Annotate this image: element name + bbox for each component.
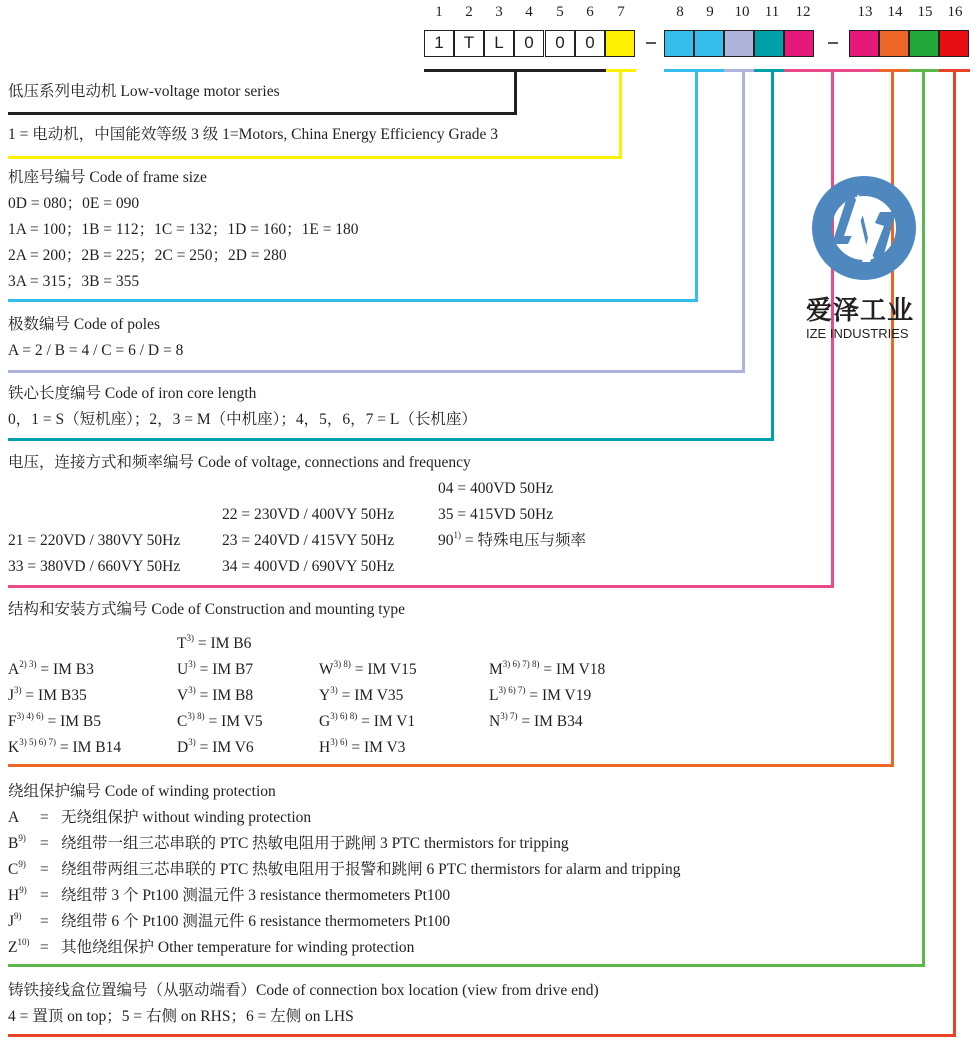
- frame-line: 2A = 200；2B = 225；2C = 250；2D = 280: [8, 247, 287, 264]
- code-box-4: 0: [514, 30, 544, 57]
- code-box-9: [694, 30, 724, 57]
- code-box-15: [909, 30, 939, 57]
- position-number: 5: [556, 4, 564, 20]
- voltage-item: 23 = 240VD / 415VY 50Hz: [222, 532, 395, 549]
- position-number: 15: [917, 4, 933, 20]
- logo-name-en: IZE INDUSTRIES: [806, 326, 909, 341]
- section-motor-title: 1 = 电动机，中国能效等级 3 级 1=Motors, China Energy Efficiency Grade 3: [8, 126, 499, 143]
- code-box-8: [664, 30, 694, 57]
- mounting-item: $M^{3) 6) 7) 8)}$ = IM V18: [489, 659, 606, 678]
- connector-series-v: [514, 69, 517, 115]
- bar-frame: [664, 69, 724, 72]
- winding-text: 绕组带 3 个 Pt100 测温元件 3 resistance thermometers Pt100: [61, 887, 451, 904]
- separator-dash: [828, 42, 838, 44]
- code-box-1: 1: [424, 30, 454, 57]
- logo-mark-icon: [810, 174, 918, 282]
- mounting-item: $D^{3)}$ = IM V6: [177, 737, 254, 756]
- connector-mounting-h: [8, 764, 894, 767]
- section-core-title: 铁心长度编号 Code of iron core length: [8, 385, 257, 402]
- winding-code: $J^{9)}$: [8, 911, 22, 930]
- position-number: 11: [764, 4, 780, 20]
- position-number: 2: [465, 4, 473, 20]
- position-number: 13: [857, 4, 873, 20]
- section-series-title: 低压系列电动机 Low-voltage motor series: [8, 83, 280, 100]
- box-location-line: 4 = 置顶 on top；5 = 右侧 on RHS；6 = 左侧 on LHS: [8, 1008, 354, 1025]
- frame-line: 3A = 315；3B = 355: [8, 273, 140, 290]
- winding-equals: =: [40, 809, 49, 826]
- connector-series-h: [8, 112, 517, 115]
- connector-frame-v: [695, 69, 698, 302]
- bar-core: [754, 69, 784, 72]
- voltage-item-special: $90^{1)}$ = 特殊电压与频率: [438, 530, 586, 549]
- winding-text: 绕组带两组三芯串联的 PTC 热敏电阻用于报警和跳闸 6 PTC thermistors for alarm and tripping: [61, 861, 681, 878]
- section-frame-title: 机座号编号 Code of frame size: [8, 169, 207, 186]
- mounting-item: $H^{3) 6)}$ = IM V3: [319, 737, 406, 756]
- winding-code: $H^{9)}$: [8, 885, 27, 904]
- connector-box-location-v: [953, 69, 956, 1037]
- logo-name-cn: 爱泽工业: [806, 296, 915, 326]
- connector-poles-v: [742, 69, 745, 372]
- position-number: 1: [435, 4, 443, 20]
- section-voltage-title: 电压，连接方式和频率编号 Code of voltage, connections and frequency: [8, 454, 471, 471]
- winding-code: $B^{9)}$: [8, 833, 26, 852]
- code-box-16: [939, 30, 969, 57]
- connector-frame-h: [8, 299, 698, 302]
- position-number: 10: [734, 4, 750, 20]
- winding-text: 其他绕组保护 Other temperature for winding protection: [61, 939, 415, 956]
- connector-motor-v: [619, 69, 622, 159]
- voltage-item: 34 = 400VD / 690VY 50Hz: [222, 558, 395, 575]
- position-number: 12: [795, 4, 811, 20]
- voltage-item: 35 = 415VD 50Hz: [438, 506, 554, 523]
- winding-code: A: [8, 809, 20, 826]
- voltage-item: 21 = 220VD / 380VY 50Hz: [8, 532, 181, 549]
- connector-box-location-h: [8, 1034, 956, 1037]
- mounting-item: $N^{3) 7)}$ = IM B34: [489, 711, 583, 730]
- code-box-5: 0: [545, 30, 575, 57]
- bar-poles: [724, 69, 754, 72]
- winding-text: 绕组带一组三芯串联的 PTC 热敏电阻用于跳闸 3 PTC thermistors for tripping: [61, 835, 569, 852]
- mounting-item: $V^{3)}$ = IM B8: [177, 685, 254, 704]
- winding-code: $Z^{10)}$: [8, 937, 30, 956]
- position-number: 4: [525, 4, 533, 20]
- voltage-item: 04 = 400VD 50Hz: [438, 480, 554, 497]
- position-number: 16: [947, 4, 963, 20]
- separator-dash: [646, 42, 656, 44]
- code-box-13: [849, 30, 879, 57]
- section-winding-title: 绕组保护编号 Code of winding protection: [8, 783, 276, 800]
- mounting-item: $A^{2) 3)}$ = IM B3: [8, 659, 94, 678]
- connector-poles-h: [8, 370, 745, 373]
- section-mounting-title: 结构和安装方式编号 Code of Construction and mounting type: [8, 601, 405, 618]
- code-box-14: [879, 30, 909, 57]
- winding-text: 绕组带 6 个 Pt100 测温元件 6 resistance thermometers Pt100: [61, 913, 451, 930]
- code-box-6: 0: [575, 30, 605, 57]
- code-box-3: L: [484, 30, 514, 57]
- winding-equals: =: [40, 887, 49, 904]
- winding-equals: =: [40, 835, 49, 852]
- voltage-item: 22 = 230VD / 400VY 50Hz: [222, 506, 395, 523]
- connector-winding-v: [922, 69, 925, 967]
- mounting-item: $L^{3) 6) 7)}$ = IM V19: [489, 685, 592, 704]
- winding-equals: =: [40, 939, 49, 956]
- section-box-location-title: 铸铁接线盒位置编号（从驱动端看）Code of connection box location (view from drive end): [8, 982, 599, 999]
- position-number: 6: [586, 4, 594, 20]
- position-number: 7: [617, 4, 625, 20]
- mounting-item: $F^{3) 4) 6)}$ = IM B5: [8, 711, 102, 730]
- winding-code: $C^{9)}$: [8, 859, 26, 878]
- mounting-item: $U^{3)}$ = IM B7: [177, 659, 254, 678]
- code-box-11: [754, 30, 784, 57]
- bar-mounting: [879, 69, 909, 72]
- mounting-item: $J^{3)}$ = IM B35: [8, 685, 87, 704]
- mounting-item: $K^{3) 5) 6) 7)}$ = IM B14: [8, 737, 122, 756]
- winding-text: 无绕组保护 without winding protection: [61, 809, 312, 826]
- mounting-item: $W^{3) 8)}$ = IM V15: [319, 659, 417, 678]
- position-number: 3: [495, 4, 503, 20]
- company-logo: [806, 174, 921, 344]
- core-line: 0，1 = S（短机座）；2，3 = M（中机座）；4，5，6，7 = L（长机座）: [8, 411, 477, 428]
- connector-motor-h: [8, 156, 622, 159]
- mounting-item: $Y^{3)}$ = IM V35: [319, 685, 404, 704]
- code-box-2: T: [454, 30, 484, 57]
- connector-core-h: [8, 438, 774, 441]
- frame-line: 1A = 100；1B = 112；1C = 132；1D = 160；1E = 180: [8, 221, 359, 238]
- mounting-item: $G^{3) 6) 8)}$ = IM V1: [319, 711, 416, 730]
- code-box-10: [724, 30, 754, 57]
- position-number: 8: [676, 4, 684, 20]
- mounting-item: $C^{3) 8)}$ = IM V5: [177, 711, 263, 730]
- connector-voltage-h: [8, 585, 834, 588]
- mounting-item: $T^{3)}$ = IM B6: [177, 633, 252, 652]
- poles-line: A = 2 / B = 4 / C = 6 / D = 8: [8, 342, 184, 359]
- winding-equals: =: [40, 861, 49, 878]
- code-box-7: [605, 30, 635, 57]
- position-number: 14: [887, 4, 903, 20]
- position-number: 9: [706, 4, 714, 20]
- winding-equals: =: [40, 913, 49, 930]
- section-poles-title: 极数编号 Code of poles: [8, 316, 160, 333]
- connector-core-v: [771, 69, 774, 441]
- frame-line: 0D = 080；0E = 090: [8, 195, 140, 212]
- voltage-item: 33 = 380VD / 660VY 50Hz: [8, 558, 181, 575]
- connector-winding-h: [8, 964, 925, 967]
- code-box-12: [784, 30, 814, 57]
